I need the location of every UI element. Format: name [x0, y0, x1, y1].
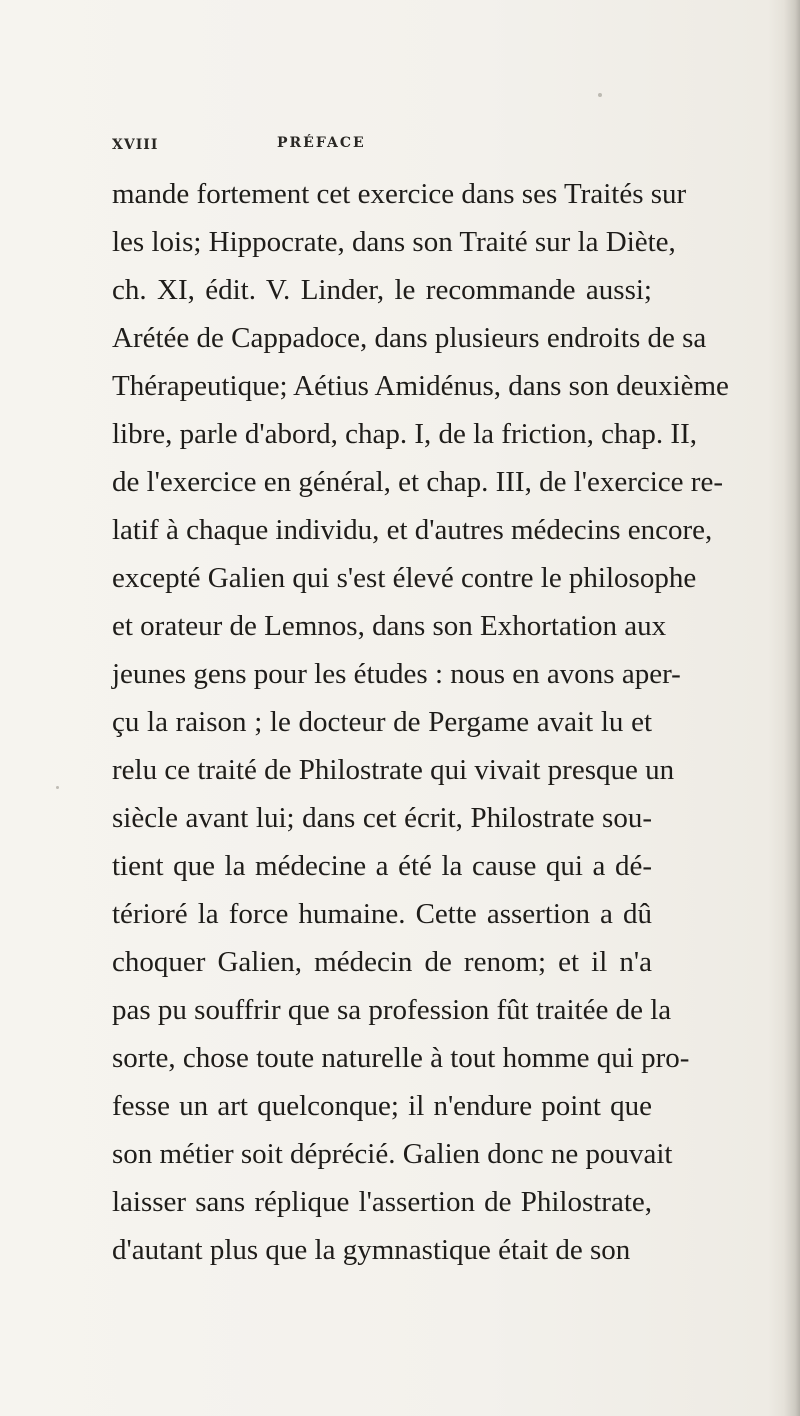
text-line: Thérapeutique; Aétius Amidénus, dans son deuxième: [112, 370, 729, 402]
text-line: choquer Galien, médecin de renom; et il n'a: [112, 946, 652, 978]
text-line: mande fortement cet exercice dans ses Traités sur: [112, 178, 687, 210]
text-line: libre, parle d'abord, chap. I, de la friction, chap. II,: [112, 418, 697, 450]
text-line: de l'exercice en général, et chap. III, de l'exercice re-: [112, 466, 723, 498]
text-line: et orateur de Lemnos, dans son Exhortation aux: [112, 610, 667, 642]
text-line: relu ce traité de Philostrate qui vivait presque un: [112, 754, 675, 786]
page-number: XVIII: [112, 137, 159, 153]
text-line: sorte, chose toute naturelle à tout homme qui pro-: [112, 1042, 690, 1074]
text-line: fesse un art quelconque; il n'endure point que: [112, 1090, 652, 1122]
text-line: les lois; Hippocrate, dans son Traité sur la Diète,: [112, 226, 676, 258]
text-line: térioré la force humaine. Cette assertion a dû: [112, 898, 652, 930]
text-line: tient que la médecine a été la cause qui a dé-: [112, 850, 652, 882]
text-line: siècle avant lui; dans cet écrit, Philostrate sou-: [112, 802, 652, 834]
text-line: excepté Galien qui s'est élevé contre le philosophe: [112, 562, 697, 594]
running-head: PRÉFACE: [277, 135, 366, 151]
page-edge-shadow: [784, 0, 800, 1416]
text-line: ch. XI, édit. V. Linder, le recommande aussi;: [112, 274, 652, 306]
text-line: pas pu souffrir que sa profession fût traitée de la: [112, 994, 672, 1026]
text-line: laisser sans réplique l'assertion de Philostrate,: [112, 1186, 652, 1218]
page-header: [112, 135, 632, 159]
paper-speck: [598, 93, 602, 97]
body-text: [112, 170, 729, 1274]
text-line: d'autant plus que la gymnastique était de son: [112, 1234, 631, 1266]
text-line: son métier soit déprécié. Galien donc ne pouvait: [112, 1138, 673, 1170]
text-line: çu la raison ; le docteur de Pergame avait lu et: [112, 706, 652, 738]
paper-speck: [56, 786, 59, 789]
text-line: latif à chaque individu, et d'autres médecins encore,: [112, 514, 713, 546]
text-line: Arétée de Cappadoce, dans plusieurs endroits de sa: [112, 322, 707, 354]
text-line: jeunes gens pour les études : nous en avons aper-: [112, 658, 681, 690]
